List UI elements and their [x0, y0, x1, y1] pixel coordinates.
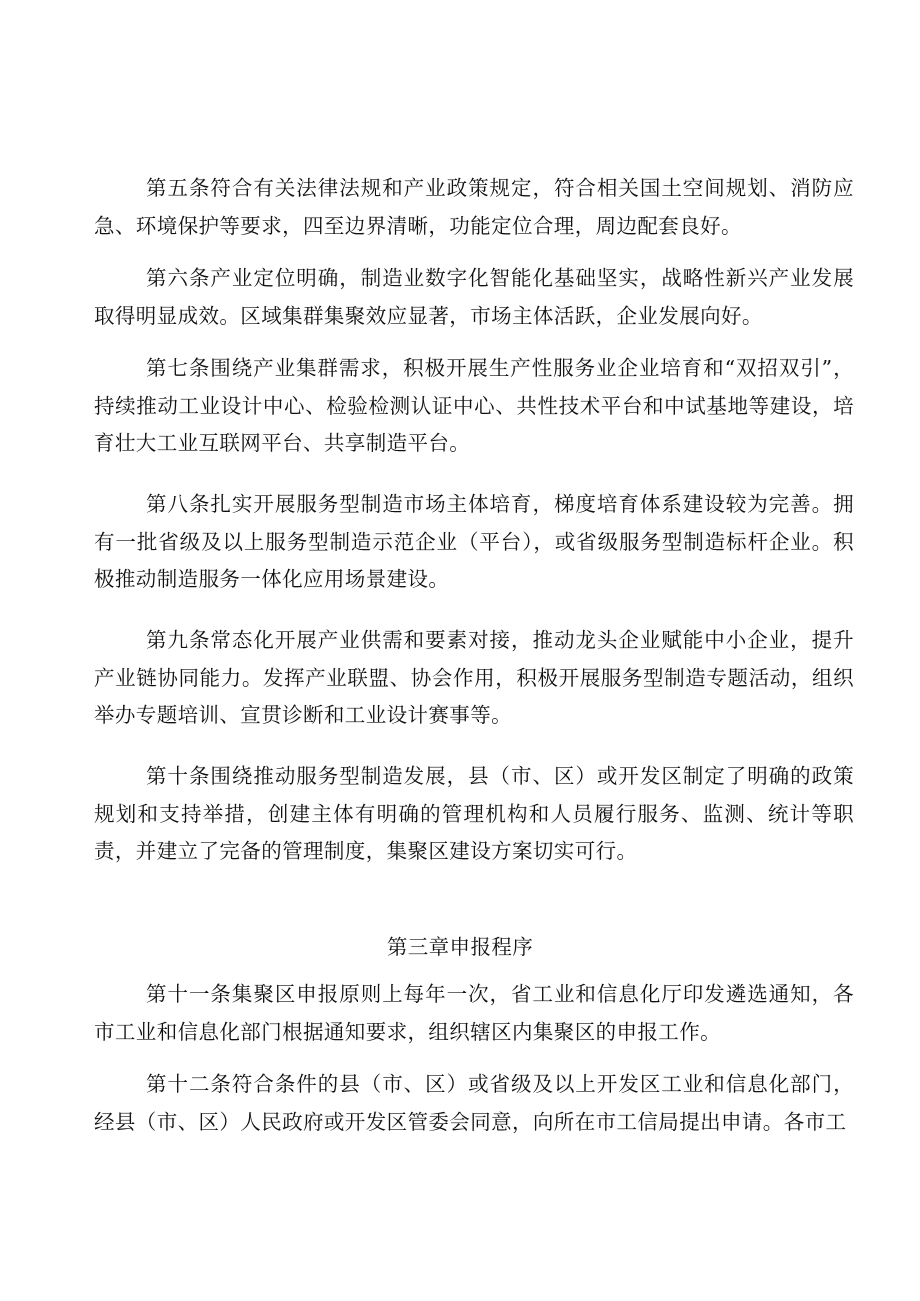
chapter-heading: 第三章申报程序 [386, 935, 534, 959]
article-5-paragraph: 第五条符合有关法律法规和产业政策规定，符合相关国土空间规划、消防应急、环境保护等要求，四至边界清晰，功能定位合理，周边配套良好。 [94, 176, 854, 238]
article-9-paragraph: 第九条常态化开展产业供需和要素对接，推动龙头企业赋能中小企业，提升产业链协同能力。发挥产业联盟、协会作用，积极开展服务型制造专题活动，组织举办专题培训、宣贯诊断和工业设计赛事等。 [94, 628, 854, 727]
article-6-paragraph: 第六条产业定位明确，制造业数字化智能化基础坚实，战略性新兴产业发展取得明显成效。区域集群集聚效应显著，市场主体活跃，企业发展向好。 [94, 266, 854, 328]
article-10-paragraph: 第十条围绕推动服务型制造发展，县（市、区）或开发区制定了明确的政策规划和支持举措，创建主体有明确的管理机构和人员履行服务、监测、统计等职责，并建立了完备的管理制度，集聚区建设方案切实可行。 [94, 764, 854, 863]
article-7-paragraph: 第七条围绕产业集群需求，积极开展生产性服务业企业培育和“双招双引”，持续推动工业设计中心、检验检测认证中心、共性技术平台和中试基地等建设，培育壮大工业互联网平台、共享制造平台。 [94, 356, 854, 455]
article-11-paragraph: 第十一条集聚区申报原则上每年一次，省工业和信息化厅印发遴选通知，各市工业和信息化部门根据通知要求，组织辖区内集聚区的申报工作。 [94, 982, 854, 1044]
article-8-paragraph: 第八条扎实开展服务型制造市场主体培育，梯度培育体系建设较为完善。拥有一批省级及以上服务型制造示范企业（平台），或省级服务型制造标杆企业。积极推动制造服务一体化应用场景建设。 [94, 492, 854, 591]
article-12-paragraph: 第十二条符合条件的县（市、区）或省级及以上开发区工业和信息化部门，经县（市、区）人民政府或开发区管委会同意，向所在市工信局提出申请。各市工 [94, 1072, 854, 1134]
